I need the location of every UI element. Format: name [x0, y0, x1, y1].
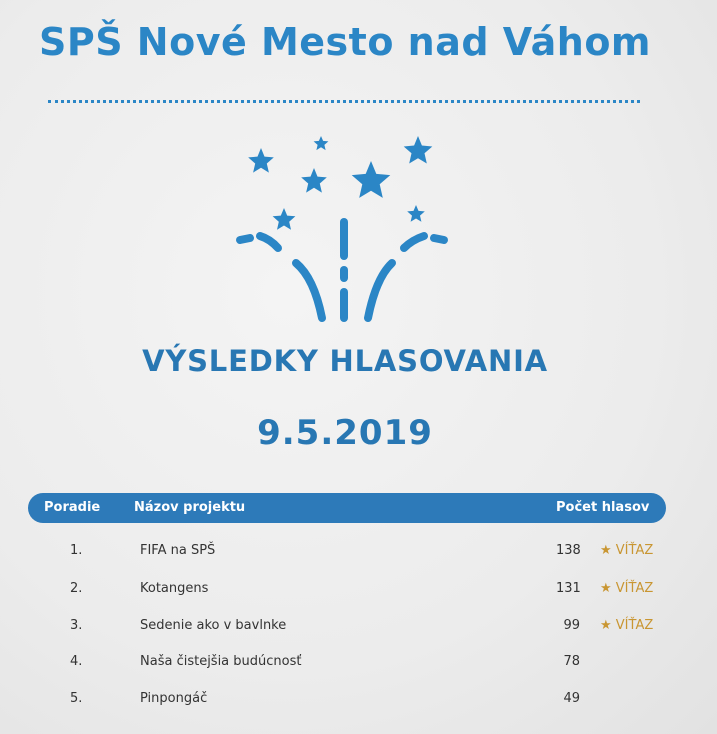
row-vote-count: 138: [556, 543, 581, 558]
row-project-name: Sedenie ako v bavlnke: [140, 618, 287, 633]
star-icon: [352, 161, 391, 198]
header-project-name: Názov projektu: [134, 500, 246, 515]
star-icon: [404, 136, 433, 164]
winner-badge: ★ VÍŤAZ: [600, 581, 654, 596]
row-vote-count: 99: [563, 618, 580, 633]
fireworks-stars-icon: [228, 128, 460, 328]
row-rank: 2.: [70, 581, 83, 596]
row-rank: 1.: [70, 543, 83, 558]
winner-badge: ★ VÍŤAZ: [600, 543, 654, 558]
star-icon: [248, 148, 274, 173]
row-vote-count: 49: [563, 691, 580, 706]
table-row: [0, 540, 717, 564]
table-row: [0, 651, 717, 675]
school-title: SPŠ Nové Mesto nad Váhom: [38, 20, 652, 64]
row-vote-count: 78: [563, 654, 580, 669]
table-row: [0, 615, 717, 639]
dotted-divider: [48, 100, 640, 103]
row-rank: 5.: [70, 691, 83, 706]
header-rank: Poradie: [44, 500, 101, 515]
row-rank: 3.: [70, 618, 83, 633]
star-icon: [273, 208, 296, 230]
winner-badge: ★ VÍŤAZ: [600, 618, 654, 633]
row-project-name: Kotangens: [140, 581, 209, 596]
row-rank: 4.: [70, 654, 83, 669]
star-icon: [301, 168, 327, 193]
table-row: [0, 578, 717, 602]
star-icon: [407, 205, 425, 222]
table-row: [0, 688, 717, 712]
results-heading: VÝSLEDKY HLASOVANIA: [142, 344, 548, 378]
star-icon: [314, 136, 329, 150]
header-vote-count: Počet hlasov: [556, 500, 650, 515]
row-project-name: FIFA na SPŠ: [140, 543, 216, 558]
voting-date: 9.5.2019: [257, 413, 433, 453]
row-vote-count: 131: [556, 581, 581, 596]
row-project-name: Naša čistejšia budúcnosť: [140, 654, 302, 669]
row-project-name: Pinpongáč: [140, 691, 208, 706]
table-header: [28, 493, 666, 523]
